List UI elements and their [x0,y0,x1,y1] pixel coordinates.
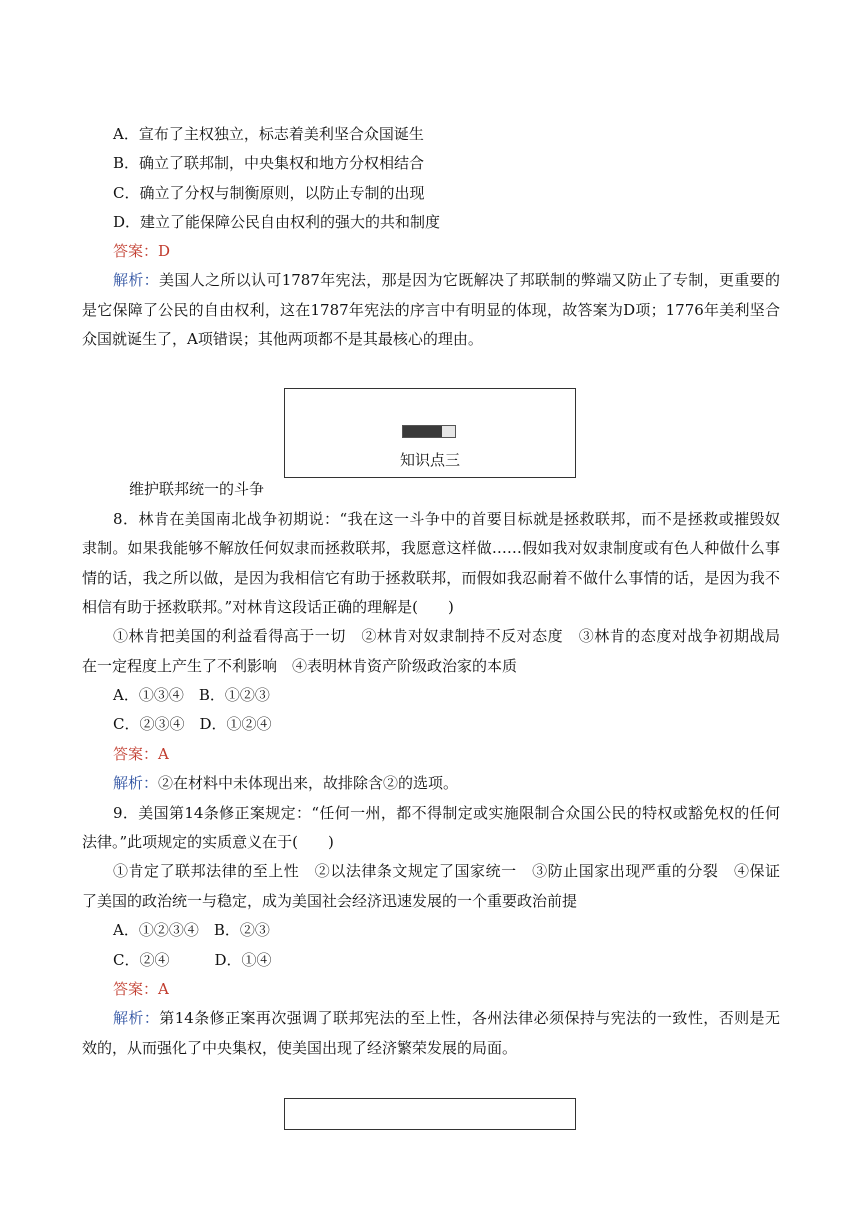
q9-answer [113,979,169,999]
analysis-label: 解析： [113,1009,160,1027]
q7-option-b: B．确立了联邦制，中央集权和地方分权相结合 [113,154,425,172]
q8-analysis: 解析：②在材料中未体现出来，故排除含②的选项。 [113,774,459,792]
analysis-label: 解析： [113,774,159,792]
answer-label: 答案： [113,745,159,763]
q8-items-line-1: ①林肯把美国的利益看得高于一切 ②林肯对奴隶制持不反对态度 ③林肯的态度对战争初期战局 [113,627,780,645]
section-label: 知识点三 [399,451,460,469]
q8-stem-line-4: 相信有助于拯救联邦。”对林肯这段话正确的理解是( ) [82,598,454,616]
q7-option-a: A．宣布了主权独立，标志着美利坚合众国诞生 [113,125,424,143]
q7-analysis-line-3: 众国就诞生了，A项错误；其他两项都不是其最核心的理由。 [82,330,483,348]
q7-option-d: D．建立了能保障公民自由权利的强大的共和制度 [113,213,441,231]
section-progress-fill [403,426,442,437]
q9-options-row-1: A．①②③④ B．②③ [113,921,270,939]
q8-stem-line-2: 隶制。如果我能够不解放任何奴隶而拯救联邦，我愿意这样做……假如我对奴隶制度或有色人种做什么事 [82,539,780,557]
q7-analysis-line-1: 解析：美国人之所以认可1787年宪法，那是因为它既解决了邦联制的弊端又防止了专制，更重要的 [113,271,780,289]
q7-analysis-line-2: 是它保障了公民的自由权利，这在1787年宪法的序言中有明显的体现，故答案为D项；1776年美利坚合 [82,301,780,319]
q9-stem-line-1: 9．美国第14条修正案规定：“任何一州，都不得制定或实施限制合众国公民的特权或豁免权的任何 [113,804,780,822]
section-title: 维护联邦统一的斗争 [129,480,265,498]
q8-options-row-1: A．①③④ B．①②③ [113,686,270,704]
next-section-box [284,1098,576,1130]
answer-value: A [158,980,169,998]
section-progress-bar [402,425,456,438]
q9-analysis-line-2: 效的，从而强化了中央集权，使美国出现了经济繁荣发展的局面。 [82,1039,518,1057]
q8-options-row-2: C．②③④ D．①②④ [113,715,272,733]
q9-stem-line-2: 法律。”此项规定的实质意义在于( ) [82,833,334,851]
q9-items-line-2: 了美国的政治统一与稳定，成为美国社会经济迅速发展的一个重要政治前提 [82,892,578,910]
q9-options-row-2: C．②④ D．①④ [113,951,272,969]
analysis-label: 解析： [113,271,160,289]
section-header-box [284,388,576,478]
q9-items-line-1: ①肯定了联邦法律的至上性 ②以法律条文规定了国家统一 ③防止国家出现严重的分裂 ④保证 [113,862,780,880]
q7-answer [113,241,170,261]
q8-items-line-2: 在一定程度上产生了不利影响 ④表明林肯资产阶级政治家的本质 [82,657,518,675]
answer-value: A [158,745,169,763]
answer-label: 答案： [113,242,159,260]
q8-stem-line-1: 8．林肯在美国南北战争初期说：“我在这一斗争中的首要目标就是拯救联邦，而不是拯救或摧毁奴 [113,510,780,528]
q9-analysis-line-1: 解析：第14条修正案再次强调了联邦宪法的至上性，各州法律必须保持与宪法的一致性，否则是无 [113,1009,780,1027]
answer-label: 答案： [113,980,159,998]
q8-stem-line-3: 情的话，我之所以做，是因为我相信它有助于拯救联邦，而假如我忍耐着不做什么事情的话，是因为我不 [82,569,780,587]
q8-answer [113,744,169,764]
answer-value: D [158,242,171,260]
q7-option-c: C．确立了分权与制衡原则，以防止专制的出现 [113,184,425,202]
